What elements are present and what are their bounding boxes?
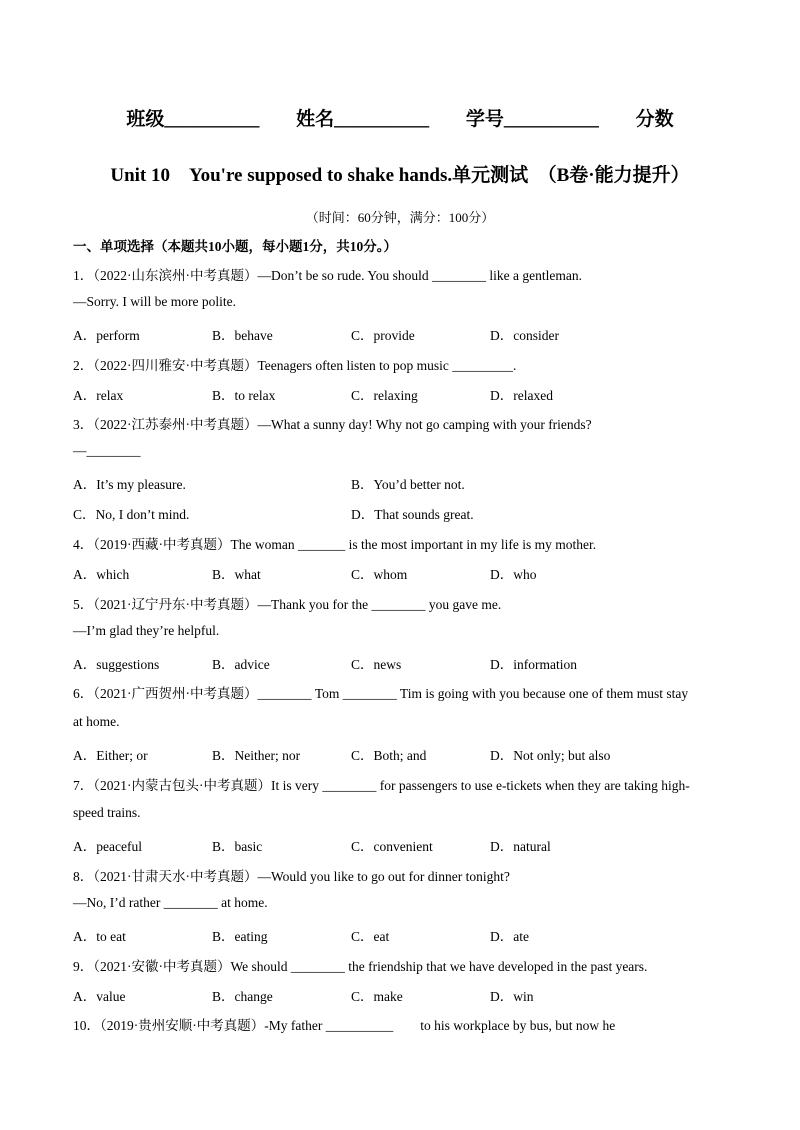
question-1-option-a: A．perform <box>73 328 140 343</box>
student-number-field: 学号__________ <box>465 109 599 130</box>
question-8-option-c: C．eat <box>351 929 390 944</box>
question-9-option-a: A．value <box>73 989 126 1004</box>
question-8-option-a: A．to eat <box>73 929 126 944</box>
question-9-option-d: D．win <box>490 989 534 1004</box>
question-3-text-2: —________ <box>73 443 141 458</box>
question-5-text-2: —I’m glad they’re helpful. <box>73 623 220 638</box>
question-5-option-a: A．suggestions <box>73 657 160 672</box>
question-3-option-a: A．It’s my pleasure. <box>73 477 186 492</box>
question-7-text-2: speed trains. <box>73 805 141 820</box>
question-4-text: 4．（2019·西藏·中考真题）The woman _______ is the most important in my life is my mother. <box>73 537 597 552</box>
question-6-option-d: D．Not only; but also <box>490 748 611 763</box>
question-4-option-c: C．whom <box>351 567 408 582</box>
section-heading: 一、单项选择（本题共10小题，每小题1分，共10分。） <box>73 239 397 254</box>
question-5-text: 5．（2021·辽宁丹东·中考真题）—Thank you for the ________ you gave me. <box>73 597 502 612</box>
question-3-option-b: B．You’d better not. <box>351 477 465 492</box>
question-6-option-b: B．Neither; nor <box>212 748 301 763</box>
question-8-option-d: D．ate <box>490 929 529 944</box>
question-3-option-c: C．No, I don’t mind. <box>73 507 190 522</box>
question-2-text: 2．（2022·四川雅安·中考真题）Teenagers often listen to pop music _________. <box>73 358 517 373</box>
student-info-header <box>0 104 800 131</box>
question-8-text-2: —No, I’d rather ________ at home. <box>73 895 268 910</box>
name-field: 姓名__________ <box>296 109 430 130</box>
question-4-option-b: B．what <box>212 567 261 582</box>
question-7-text: 7．（2021·内蒙古包头·中考真题）It is very ________ for passengers to use e-tickets when they are taking high- <box>73 778 690 793</box>
question-1-option-d: D．consider <box>490 328 559 343</box>
question-2-option-a: A．relax <box>73 388 124 403</box>
question-6-text: 6．（2021·广西贺州·中考真题）________ Tom ________ Tim is going with you because one of them must stay <box>73 686 689 701</box>
exam-info: （时间：60分钟，满分：100分） <box>305 210 495 225</box>
question-6-option-c: C．Both; and <box>351 748 427 763</box>
question-1-option-b: B．behave <box>212 328 273 343</box>
question-7-option-c: C．convenient <box>351 839 433 854</box>
question-2-option-d: D．relaxed <box>490 388 553 403</box>
question-1-text-2: —Sorry. I will be more polite. <box>73 294 236 309</box>
question-8-text: 8．（2021·甘肃天水·中考真题）—Would you like to go out for dinner tonight? <box>73 869 510 884</box>
class-field: 班级__________ <box>126 109 260 130</box>
question-10-text: 10．（2019·贵州安顺·中考真题）-My father __________ to his workplace by bus, but now he <box>73 1018 616 1033</box>
question-4-option-d: D．who <box>490 567 537 582</box>
question-7-option-a: A．peaceful <box>73 839 142 854</box>
question-6-text-2: at home. <box>73 714 120 729</box>
question-4-option-a: A．which <box>73 567 130 582</box>
question-5-option-b: B．advice <box>212 657 270 672</box>
question-1-text: 1．（2022·山东滨州·中考真题）—Don’t be so rude. You should ________ like a gentleman. <box>73 268 582 283</box>
question-7-option-b: B．basic <box>212 839 263 854</box>
question-6-option-a: A．Either; or <box>73 748 148 763</box>
question-9-option-c: C．make <box>351 989 403 1004</box>
question-9-option-b: B．change <box>212 989 273 1004</box>
question-5-option-c: C．news <box>351 657 402 672</box>
question-7-option-d: D．natural <box>490 839 551 854</box>
question-3-option-d: D．That sounds great. <box>351 507 474 522</box>
question-8-option-b: B．eating <box>212 929 268 944</box>
question-2-option-b: B．to relax <box>212 388 276 403</box>
score-field: 分数 <box>635 109 674 130</box>
question-1-option-c: C．provide <box>351 328 415 343</box>
question-2-option-c: C．relaxing <box>351 388 418 403</box>
page-title: Unit 10 You're supposed to shake hands.单元测试 （B卷·能力提升） <box>110 165 690 186</box>
question-5-option-d: D．information <box>490 657 577 672</box>
question-3-text: 3．（2022·江苏泰州·中考真题）—What a sunny day! Why not go camping with your friends? <box>73 417 592 432</box>
question-9-text: 9．（2021·安徽·中考真题）We should ________ the friendship that we have developed in the past years. <box>73 959 648 974</box>
